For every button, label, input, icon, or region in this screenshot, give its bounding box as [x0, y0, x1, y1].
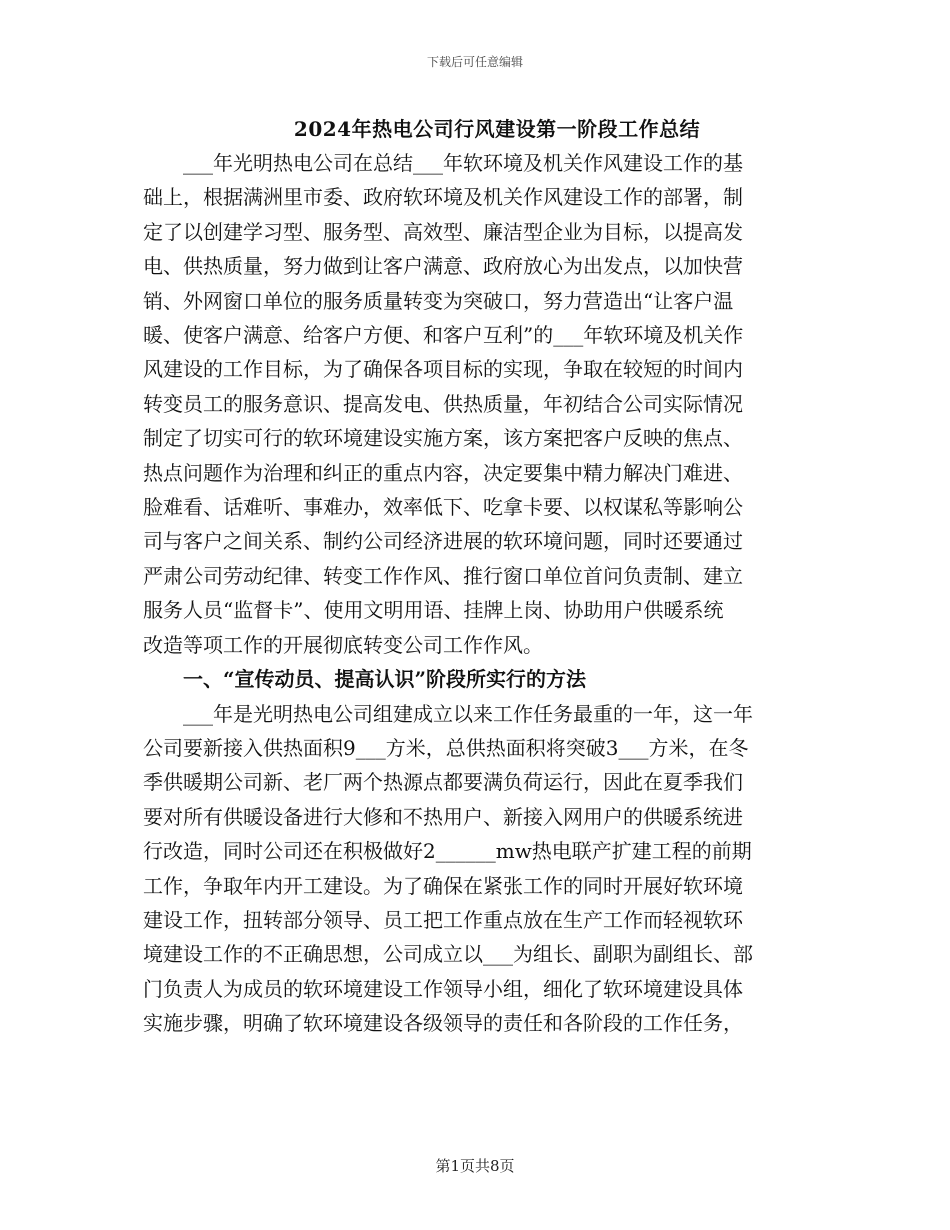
page-number: 第1页共8页	[435, 1157, 515, 1175]
intro-line: 服务人员“监督卡”、使用文明用语、挂牌上岗、协助用户供暖系统	[143, 598, 724, 623]
section-paragraph	[143, 697, 811, 1041]
intro-line: 础上，根据满洲里市委、政府软环境及机关作风建设工作的部署，制	[143, 185, 743, 210]
intro-line: ___年光明热电公司在总结___年软环境及机关作风建设工作的基	[183, 151, 743, 175]
section-line: 门负责人为成员的软环境建设工作领导小组，细化了软环境建设具体	[143, 976, 743, 1001]
section-line: 实施步骤，明确了软环境建设各级领导的责任和各阶段的工作任务，	[143, 1011, 743, 1036]
section-line: 公司要新接入供热面积9___方米，总供热面积将突破3___方米，在冬	[143, 735, 749, 760]
document-title: 2024年热电公司行风建设第一阶段工作总结	[293, 117, 701, 141]
intro-line: 电、供热质量，努力做到让客户满意、政府放心为出发点，以加快营	[143, 254, 743, 279]
section-line: 工作，争取年内开工建设。为了确保在紧张工作的同时开展好软环境	[143, 873, 743, 898]
intro-line: 严肃公司劳动纪律、转变工作作风、推行窗口单位首问负责制、建立	[143, 563, 743, 588]
intro-line: 定了以创建学习型、服务型、高效型、廉洁型企业为目标，以提高发	[143, 219, 743, 244]
section-line: 境建设工作的不正确思想，公司成立以___为组长、副职为副组长、部	[143, 942, 753, 967]
intro-line: 转变员工的服务意识、提高发电、供热质量，年初结合公司实际情况	[143, 391, 743, 416]
intro-line: 暖、使客户满意、给客户方便、和客户互利”的___年软环境及机关作	[143, 323, 744, 348]
section-line: ___年是光明热电公司组建成立以来工作任务最重的一年，这一年	[183, 701, 753, 726]
intro-line: 司与客户之间关系、制约公司经济进展的软环境问题，同时还要通过	[143, 529, 743, 554]
intro-line: 改造等项工作的开展彻底转变公司工作作风。	[143, 632, 543, 657]
page-header: 下载后可任意编辑	[426, 55, 523, 69]
intro-line: 销、外网窗口单位的服务质量转变为突破口，努力营造出“让客户温	[143, 288, 734, 313]
document-body	[143, 112, 811, 1041]
intro-line: 热点问题作为治理和纠正的重点内容，决定要集中精力解决门难进、	[143, 460, 743, 485]
intro-line: 风建设的工作目标，为了确保各项目标的实现，争取在较短的时间内	[143, 357, 743, 382]
intro-paragraph	[143, 146, 811, 662]
section-line: 建设工作，扭转部分领导、员工把工作重点放在生产工作而轻视软环	[143, 907, 743, 932]
section-heading: 一、“宣传动员、提高认识”阶段所实行的方法	[183, 667, 587, 692]
intro-line: 脸难看、话难听、事难办，效率低下、吃拿卡要、以权谋私等影响公	[143, 495, 743, 520]
section-line: 要对所有供暖设备进行大修和不热用户、新接入网用户的供暖系统进	[143, 804, 743, 829]
section-line: 行改造，同时公司还在积极做好2______mw热电联产扩建工程的前期	[143, 839, 752, 864]
section-line: 季供暖期公司新、老厂两个热源点都要满负荷运行，因此在夏季我们	[143, 770, 743, 795]
intro-line: 制定了切实可行的软环境建设实施方案，该方案把客户反映的焦点、	[143, 426, 743, 451]
